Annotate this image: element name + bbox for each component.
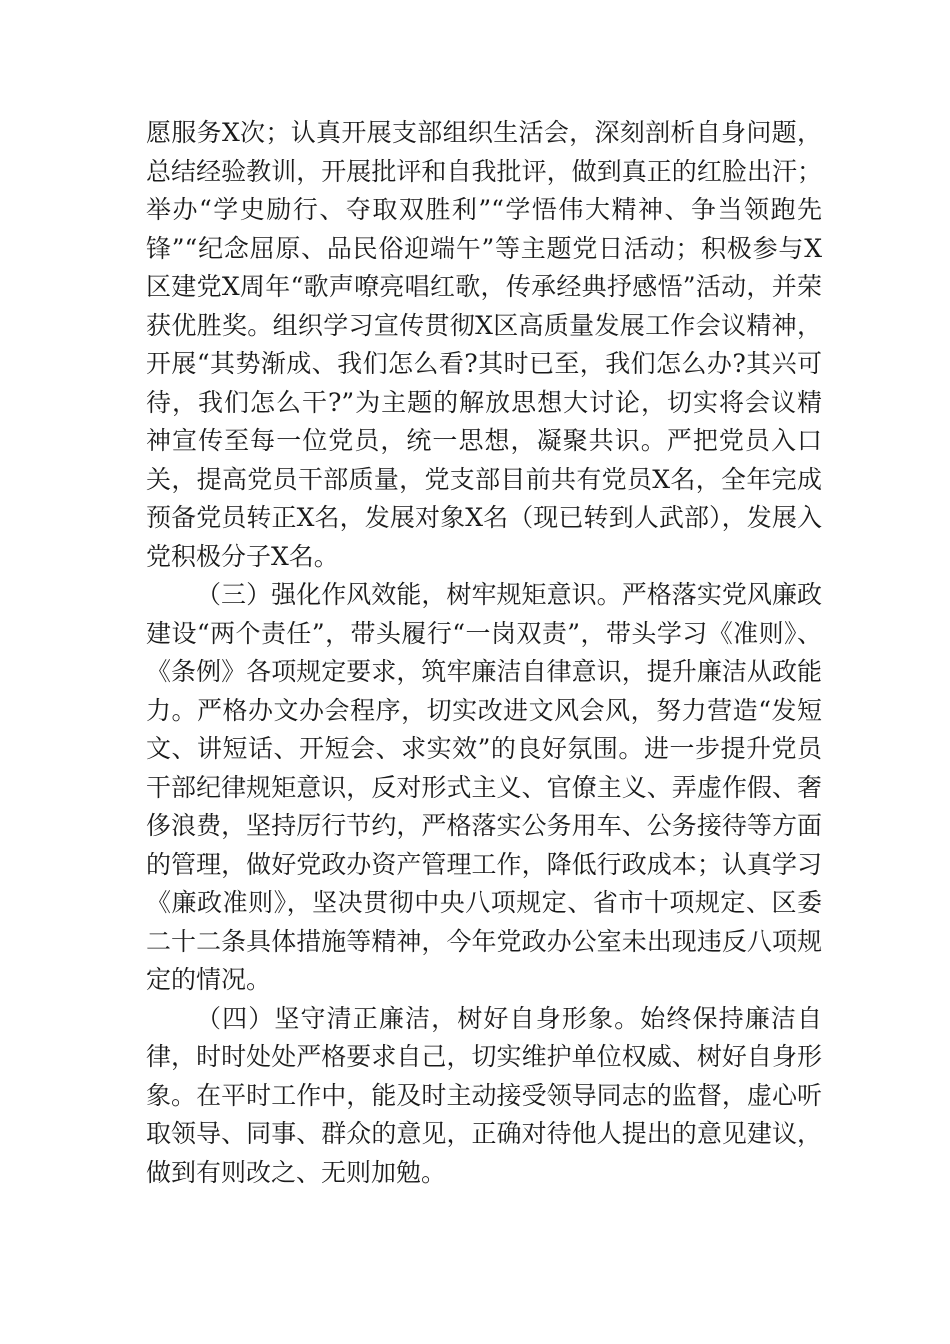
- document-body: [146, 114, 822, 1192]
- paragraph-section-three: （三）强化作风效能，树牢规矩意识。严格落实党风廉政建设“两个责任”，带头履行“一岗双责”，带头学习《准则》、《条例》各项规定要求，筑牢廉洁自律意识，提升廉洁从政能力。严格办文办会程序，切实改进文风会风，努力营造“发短文、讲短话、开短会、求实效”的良好氛围。进一步提升党员干部纪律规矩意识，反对形式主义、官僚主义、弄虚作假、奢侈浪费，坚持厉行节约，严格落实公务用车、公务接待等方面的管理，做好党政办资产管理工作，降低行政成本；认真学习《廉政准则》，坚决贯彻中央八项规定、省市十项规定、区委二十二条具体措施等精神，今年党政办公室未出现违反八项规定的情况。: [146, 580, 822, 994]
- paragraph-section-four: （四）坚守清正廉洁，树好自身形象。始终保持廉洁自律，时时处处严格要求自己，切实维护单位权威、树好自身形象。在平时工作中，能及时主动接受领导同志的监督，虚心听取领导、同事、群众的意见，正确对待他人提出的意见建议，做到有则改之、无则加勉。: [146, 1003, 822, 1187]
- paragraph-continued: 愿服务X次；认真开展支部组织生活会，深刻剖析自身问题，总结经验教训，开展批评和自我批评，做到真正的红脸出汗；举办“学史励行、夺取双胜利”“学悟伟大精神、争当领跑先锋”“纪念屈原、品民俗迎端午”等主题党日活动；积极参与X区建党X周年“歌声嘹亮唱红歌，传承经典抒感悟”活动，并荣获优胜奖。组织学习宣传贯彻X区高质量发展工作会议精神，开展“其势渐成、我们怎么看?其时已至，我们怎么办?其兴可待，我们怎么干?”为主题的解放思想大讨论，切实将会议精神宣传至每一位党员，统一思想，凝聚共识。严把党员入口关，提高党员干部质量，党支部目前共有党员X名，全年完成预备党员转正X名，发展对象X名（现已转到人武部），发展入党积极分子X名。: [146, 118, 822, 571]
